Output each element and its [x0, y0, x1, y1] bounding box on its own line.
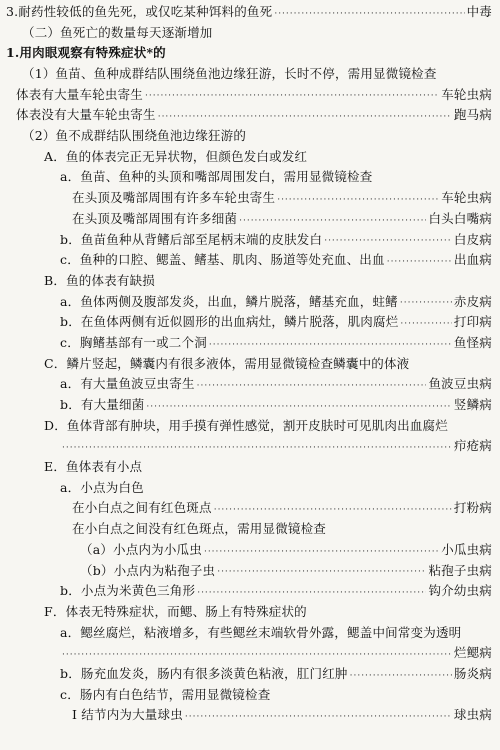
key-heading-line [6, 602, 492, 623]
entry-text: b．肠充血发炎，肠内有很多淡黄色粘液，肛门红肿 [60, 665, 348, 681]
entry-text: c．胸鳍基部有一或二个洞 [60, 334, 207, 350]
entry-text: F．体表无特殊症状，而鳃、肠上有特殊症状的 [44, 603, 307, 619]
dot-leader [324, 232, 452, 250]
key-entry-line [6, 581, 492, 602]
key-heading-line [6, 478, 492, 499]
dot-leader [62, 439, 452, 457]
diagnosis-label: 鱼怪病 [453, 334, 492, 350]
entry-text: a．有大量鱼波豆虫寄生 [60, 376, 195, 392]
dot-leader [197, 584, 426, 602]
key-entry-line [6, 664, 492, 685]
key-entry-line [6, 105, 492, 126]
entry-text: a．鱼苗、鱼种的头顶和嘴部周围发白，需用显微镜检查 [60, 169, 373, 185]
dot-leader [350, 667, 452, 685]
entry-text: 在小白点之间没有红色斑点，需用显微镜检查 [72, 521, 327, 537]
entry-text: 体表没有大量车轮虫寄生 [16, 107, 156, 123]
entry-text: 3.耐药性较低的鱼先死，或仅吃某种饵料的鱼死 [6, 3, 273, 19]
entry-text: （二）鱼死亡的数量每天逐渐增加 [22, 24, 213, 40]
diagnosis-label: 跑马病 [453, 107, 492, 123]
entry-text: a．鱼体两侧及腹部发炎，出血，鳞片脱落，鳍基充血，蛀鳍 [60, 293, 398, 309]
dot-leader [145, 87, 439, 105]
dot-leader [204, 543, 439, 561]
entry-text: （a）小点内为小瓜虫 [80, 541, 202, 557]
key-heading-line [6, 64, 492, 85]
diagnosis-label: 车轮虫病 [441, 190, 492, 206]
key-heading-line [6, 416, 492, 437]
entry-text: Ⅰ 结节内为大量球虫 [72, 707, 183, 723]
entry-text: （2）鱼不成群结队围绕鱼池边缘狂游的 [22, 128, 247, 144]
diagnosis-label: 打印病 [453, 314, 492, 330]
entry-text: 在头顶及嘴部周围有许多车轮虫寄生 [72, 190, 276, 206]
entry-text: b．有大量细菌 [60, 397, 145, 413]
entry-text: （1）鱼苗、鱼种成群结队围绕鱼池边缘狂游，长时不停，需用显微镜检查 [22, 66, 437, 82]
diagnosis-label: 小瓜虫病 [441, 541, 492, 557]
entry-text: a．鳃丝腐烂，粘液增多，有些鳃丝末端软骨外露，鳃盖中间常变为透明 [60, 624, 462, 640]
dot-leader [217, 563, 426, 581]
diagnosis-label: 球虫病 [453, 707, 492, 723]
key-entry-line [6, 540, 492, 561]
key-entry-line [6, 374, 492, 395]
dot-leader [387, 253, 452, 271]
key-heading-line [6, 623, 492, 644]
key-heading-line [6, 147, 492, 168]
dot-leader [277, 191, 439, 209]
diagnosis-label: 赤皮病 [453, 293, 492, 309]
entry-text: C．鳞片竖起，鳞囊内有很多液体，需用显微镜检查鳞囊中的体液 [44, 355, 410, 371]
key-heading-line [6, 271, 492, 292]
entry-text: b．鱼苗鱼种从背鳍后部至尾柄末端的皮肤发白 [60, 231, 323, 247]
diagnosis-label: 肠炎病 [453, 665, 492, 681]
dot-leader [400, 294, 452, 312]
diagnosis-label: 打粉病 [453, 500, 492, 516]
key-heading-line [6, 457, 492, 478]
entry-text: D．鱼体背部有肿块，用手摸有弹性感觉，割开皮肤时可见肌肉出血腐烂 [44, 417, 448, 433]
diagnosis-label: 白皮病 [453, 231, 492, 247]
key-entry-line [6, 292, 492, 313]
entry-text: a．小点为白色 [60, 479, 144, 495]
entry-text: A．鱼的体表完正无异状物，但颜色发白或发红 [44, 148, 308, 164]
key-entry-line [6, 2, 492, 23]
dot-leader [214, 501, 452, 519]
entry-text: （b）小点内为粘孢子虫 [80, 562, 216, 578]
key-entry-line [6, 499, 492, 520]
diagnosis-label: 白头白嘴病 [428, 210, 492, 226]
dot-leader [185, 708, 452, 726]
diagnosis-label: 车轮虫病 [441, 86, 492, 102]
key-heading-line [6, 168, 492, 189]
key-entry-line [6, 561, 492, 582]
key-entry-line [6, 188, 492, 209]
dot-leader [146, 398, 451, 416]
dot-leader [62, 646, 452, 664]
entry-text: c．鱼种的口腔、鳃盖、鳍基、肌肉、肠道等处充血、出血 [60, 252, 385, 268]
dot-leader [400, 315, 451, 333]
diagnosis-label: 烂鳃病 [453, 645, 492, 661]
entry-text: 体表有大量车轮虫寄生 [16, 86, 144, 102]
diagnosis-label: 竖鳞病 [453, 397, 492, 413]
diagnosis-label: 粘孢子虫病 [428, 562, 492, 578]
entry-text: 在头顶及嘴部周围有许多细菌 [72, 210, 238, 226]
diagnosis-label: 出血病 [453, 252, 492, 268]
dot-leader [209, 336, 452, 354]
key-heading-line [6, 519, 492, 540]
key-entry-line [6, 230, 492, 251]
diagnosis-label: 钩介幼虫病 [428, 583, 492, 599]
dot-leader [274, 5, 464, 23]
key-heading-line [6, 685, 492, 706]
dot-leader [239, 212, 426, 230]
key-entry-line [6, 333, 492, 354]
key-entry-line [6, 436, 492, 457]
key-entry-line [6, 643, 492, 664]
key-entry-line [6, 705, 492, 726]
key-entry-line [6, 85, 492, 106]
entry-text: b．小点为米黄色三角形 [60, 583, 196, 599]
key-heading-line [6, 43, 492, 64]
entry-text: E．鱼体表有小点 [44, 459, 143, 475]
key-entry-line [6, 395, 492, 416]
entry-text: b．在鱼体两侧有近似圆形的出血病灶，鳞片脱落，肌肉腐烂 [60, 314, 399, 330]
key-entry-line [6, 250, 492, 271]
key-entry-line [6, 312, 492, 333]
diagnosis-label: 中毒 [466, 3, 492, 19]
key-heading-line [6, 354, 492, 375]
entry-text: c．肠内有白色结节，需用显微镜检查 [60, 686, 271, 702]
dot-leader [197, 377, 427, 395]
entry-text: 在小白点之间有红色斑点 [72, 500, 212, 516]
dot-leader [158, 108, 452, 126]
diagnosis-label: 疖疮病 [453, 438, 492, 454]
entry-text: 1.用肉眼观察有特殊症状*的 [6, 45, 166, 61]
key-heading-line [6, 126, 492, 147]
key-heading-line [6, 23, 492, 44]
diagnosis-label: 鱼波豆虫病 [428, 376, 492, 392]
entry-text: B．鱼的体表有缺损 [44, 272, 155, 288]
key-entry-line [6, 209, 492, 230]
